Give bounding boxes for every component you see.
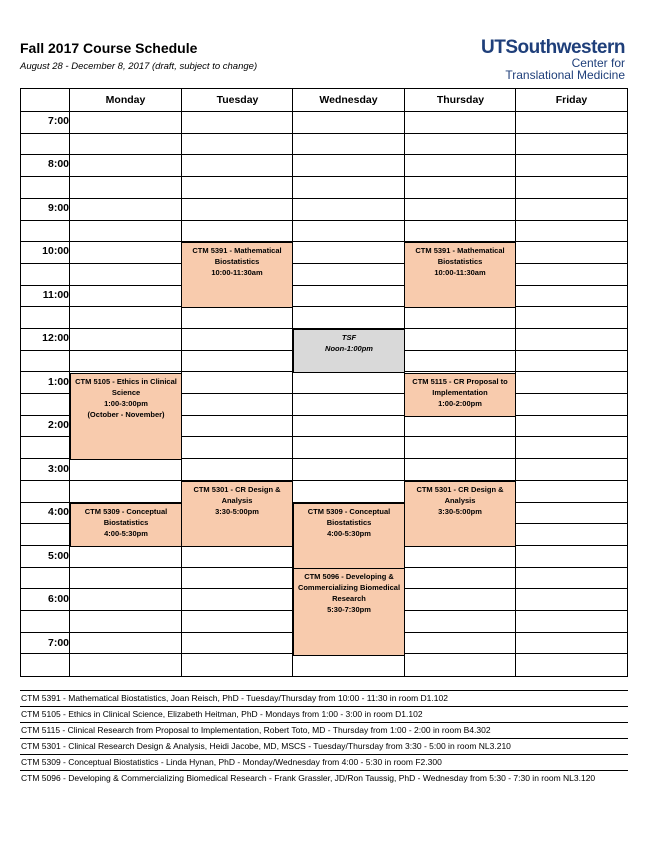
course-note: CTM 5105 - Ethics in Clinical Science, Elizabeth Heitman, PhD - Mondays from 1:00 - 3:00 in room D1.102 xyxy=(20,707,628,723)
course-note: CTM 5115 - Clinical Research from Proposal to Implementation, Robert Toto, MD - Thursday from 1:00 - 2:00 in room B4.302 xyxy=(20,723,628,739)
event-ctm5391-thursday[interactable] xyxy=(404,242,516,308)
event-title: CTM 5096 - Developing & Commercializing Biomedical Research xyxy=(297,572,401,603)
event-ctm5096-wednesday[interactable] xyxy=(293,568,405,656)
course-notes xyxy=(20,690,628,786)
grid-row-line xyxy=(21,111,627,112)
grid-row-line xyxy=(21,176,627,177)
event-ctm5309-monday[interactable] xyxy=(70,503,182,547)
logo-southwestern: Southwestern xyxy=(505,37,625,58)
time-label: 1:00 xyxy=(47,376,69,388)
day-header-tuesday: Tuesday xyxy=(216,94,259,106)
day-header-wednesday: Wednesday xyxy=(319,94,378,106)
event-time: 4:00-5:30pm xyxy=(327,529,371,538)
time-label: 10:00 xyxy=(42,245,69,257)
event-note: (October - November) xyxy=(87,410,165,419)
event-ctm5105-monday[interactable] xyxy=(70,373,182,460)
time-label: 5:00 xyxy=(47,550,69,562)
grid-row-line xyxy=(21,154,627,155)
grid-row-line xyxy=(21,220,627,221)
event-ctm5115-thursday[interactable] xyxy=(404,373,516,417)
event-time: 10:00-11:30am xyxy=(211,268,263,277)
time-label: 4:00 xyxy=(47,506,69,518)
day-header-friday: Friday xyxy=(555,94,588,106)
event-time: 3:30-5:00pm xyxy=(215,507,259,516)
time-label: 9:00 xyxy=(47,202,69,214)
event-time: 1:00-3:00pm xyxy=(104,399,148,408)
event-time: 5:30-7:30pm xyxy=(327,605,371,614)
page-subtitle: August 28 - December 8, 2017 (draft, subject to change) xyxy=(20,61,258,72)
course-note: CTM 5301 - Clinical Research Design & Analysis, Heidi Jacobe, MD, MSCS - Tuesday/Thursday from 3:30 - 5:00 in room NL3.210 xyxy=(20,739,628,755)
time-label: 12:00 xyxy=(42,332,69,344)
logo-line-3: Translational Medicine xyxy=(505,68,625,82)
day-header-thursday: Thursday xyxy=(436,94,485,106)
course-note: CTM 5309 - Conceptual Biostatistics - Linda Hynan, PhD - Monday/Wednesday from 4:00 - 5:30 in room F2.300 xyxy=(20,755,628,771)
time-label: 3:00 xyxy=(47,463,69,475)
event-title: CTM 5309 - Conceptual Biostatistics xyxy=(84,507,168,527)
event-time: 3:30-5:00pm xyxy=(438,507,482,516)
event-time: 1:00-2:00pm xyxy=(438,399,482,408)
event-time: 4:00-5:30pm xyxy=(104,529,148,538)
event-title: CTM 5309 - Conceptual Biostatistics xyxy=(307,507,391,527)
time-label: 11:00 xyxy=(42,289,69,301)
event-ctm5301-tuesday[interactable] xyxy=(181,481,293,547)
event-ctm5391-tuesday[interactable] xyxy=(181,242,293,308)
course-note: CTM 5391 - Mathematical Biostatistics, Joan Reisch, PhD - Tuesday/Thursday from 10:00 - 11:30 in room D1.102 xyxy=(20,690,628,707)
grid-row-line xyxy=(21,306,627,307)
event-time: Noon-1:00pm xyxy=(325,344,373,353)
event-title: CTM 5115 - CR Proposal to Implementation xyxy=(412,377,508,397)
course-note: CTM 5096 - Developing & Commercializing Biomedical Research - Frank Grassler, JD/Ron Taussig, PhD - Wednesday from 5:30 - 7:30 in room NL3.120 xyxy=(21,773,596,783)
event-title: CTM 5301 - CR Design & Analysis xyxy=(193,485,281,505)
time-label: 6:00 xyxy=(47,593,69,605)
logo-line-2: Center for xyxy=(571,56,625,70)
grid-row-line xyxy=(21,133,627,134)
schedule-grid xyxy=(20,88,628,677)
event-ctm5301-thursday[interactable] xyxy=(404,481,516,547)
event-time: 10:00-11:30am xyxy=(434,268,486,277)
time-label: 8:00 xyxy=(47,158,69,170)
page-title: Fall 2017 Course Schedule xyxy=(20,40,198,56)
time-label: 7:00 xyxy=(47,115,69,127)
event-title: CTM 5301 - CR Design & Analysis xyxy=(416,485,504,505)
grid-row-line xyxy=(21,241,627,242)
event-title: CTM 5391 - Mathematical Biostatistics xyxy=(415,246,505,266)
grid-row-line xyxy=(21,480,627,481)
event-title: TSF xyxy=(341,333,357,342)
event-title: CTM 5105 - Ethics in Clinical Science xyxy=(75,377,177,397)
logo-ut: UT xyxy=(481,37,506,58)
grid-row-line xyxy=(21,285,627,286)
grid-row-line xyxy=(21,263,627,264)
time-label: 7:00 xyxy=(47,637,69,649)
time-label: 2:00 xyxy=(47,419,69,431)
day-header-monday: Monday xyxy=(105,94,146,106)
event-tsf-wednesday[interactable] xyxy=(293,329,405,373)
ut-southwestern-logo xyxy=(481,38,625,81)
event-ctm5309-wednesday[interactable] xyxy=(293,503,405,569)
grid-row-line xyxy=(21,198,627,199)
event-title: CTM 5391 - Mathematical Biostatistics xyxy=(192,246,282,266)
